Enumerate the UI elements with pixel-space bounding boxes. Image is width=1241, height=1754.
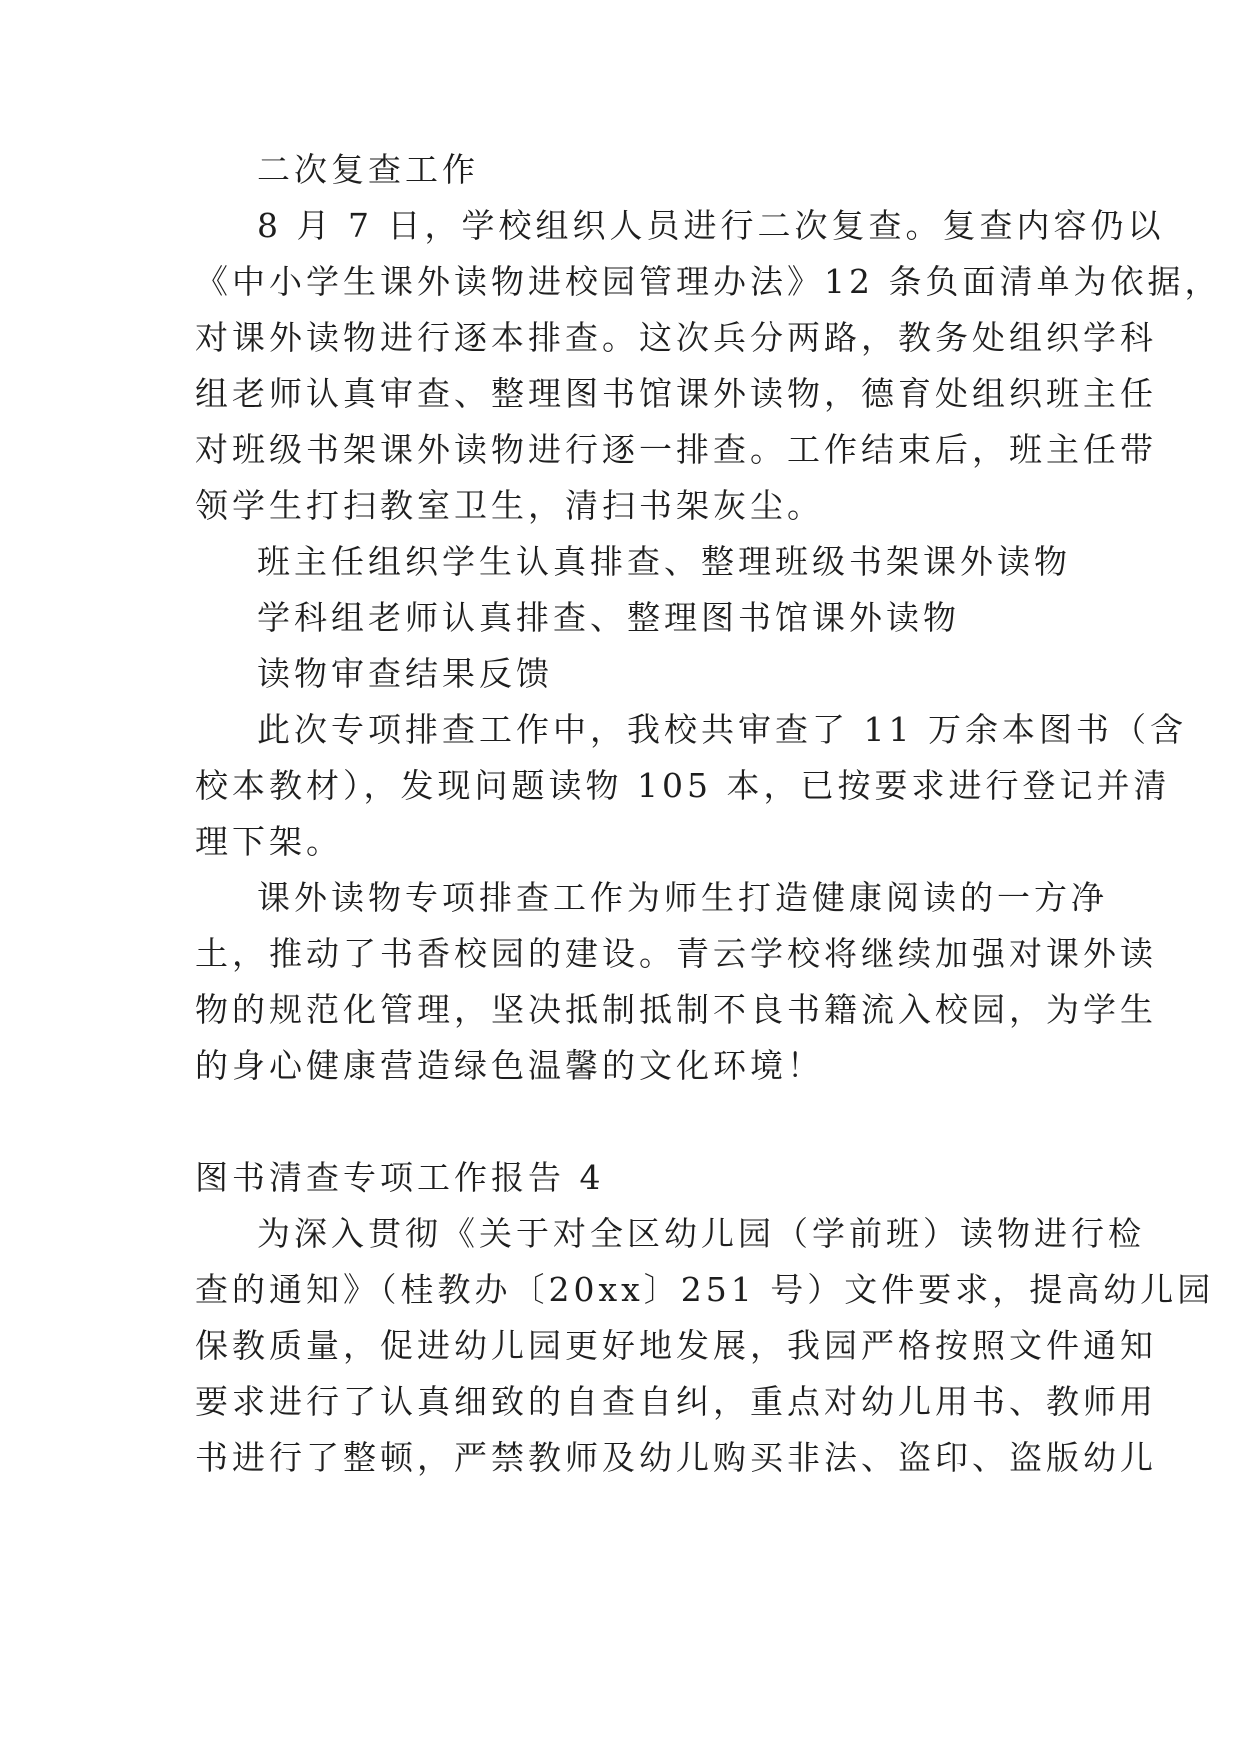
paragraph-line: 课外读物专项排查工作为师生打造健康阅读的一方净 (257, 878, 1108, 917)
report-title: 图书清查专项工作报告 4 (195, 1158, 605, 1197)
paragraph-line: 土，推动了书香校园的建设。青云学校将继续加强对课外读 (195, 934, 1157, 973)
photo-caption: 学科组老师认真排查、整理图书馆课外读物 (257, 598, 960, 637)
paragraph-line: 理下架。 (195, 822, 343, 861)
paragraph-line: 此次专项排查工作中，我校共审查了 11 万余本图书（含 (257, 710, 1187, 749)
paragraph-line: 领学生打扫教室卫生，清扫书架灰尘。 (195, 486, 824, 525)
paragraph-line: 《中小学生课外读物进校园管理办法》12 条负面清单为依据， (195, 262, 1222, 301)
section-heading-review-results: 读物审查结果反馈 (257, 654, 553, 693)
section-heading-second-review: 二次复查工作 (257, 150, 479, 189)
paragraph-line: 要求进行了认真细致的自查自纠，重点对幼儿用书、教师用 (195, 1382, 1157, 1421)
paragraph-line: 对班级书架课外读物进行逐一排查。工作结束后，班主任带 (195, 430, 1157, 469)
paragraph-line: 对课外读物进行逐本排查。这次兵分两路，教务处组织学科 (195, 318, 1157, 357)
paragraph-line: 为深入贯彻《关于对全区幼儿园（学前班）读物进行检 (257, 1214, 1145, 1253)
paragraph-line: 书进行了整顿，严禁教师及幼儿购买非法、盗印、盗版幼儿 (195, 1438, 1157, 1477)
paragraph-line: 查的通知》（桂教办〔20xx〕251 号）文件要求，提高幼儿园 (195, 1270, 1215, 1309)
paragraph-line: 组老师认真审查、整理图书馆课外读物，德育处组织班主任 (195, 374, 1157, 413)
paragraph-line: 8 月 7 日，学校组织人员进行二次复查。复查内容仍以 (257, 206, 1165, 245)
paragraph-line: 保教质量，促进幼儿园更好地发展，我园严格按照文件通知 (195, 1326, 1157, 1365)
photo-caption: 班主任组织学生认真排查、整理班级书架课外读物 (257, 542, 1071, 581)
paragraph-line: 校本教材），发现问题读物 105 本，已按要求进行登记并清 (195, 766, 1171, 805)
paragraph-line: 物的规范化管理，坚决抵制抵制不良书籍流入校园，为学生 (195, 990, 1157, 1029)
paragraph-line: 的身心健康营造绿色温馨的文化环境！ (195, 1046, 824, 1085)
